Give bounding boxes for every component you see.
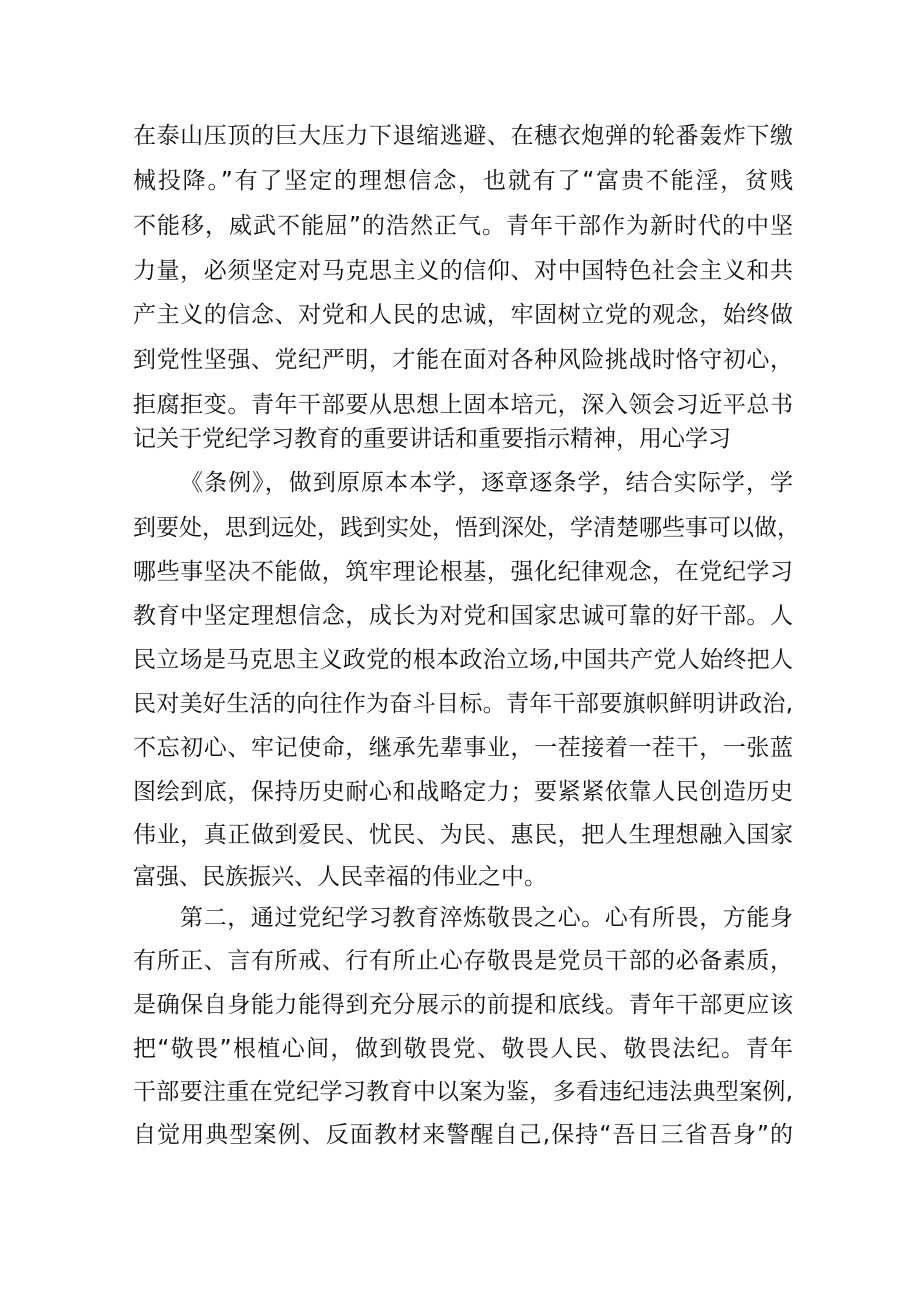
text-line: 《条例》，做到原原本本学，逐章逐条学，结合实际学，学 [180, 470, 793, 496]
text-line: 民立场是马克思主义政党的根本政治立场,中国共产党人始终把人 [133, 647, 793, 673]
text-line: 图绘到底，保持历史耐心和战略定力；要紧紧依靠人民创造历史 [133, 779, 793, 805]
text-line: 不能移，威武不能屈”的浩然正气。青年干部作为新时代的中坚 [133, 213, 793, 239]
text-line: 拒腐拒变。青年干部要从思想上固本培元，深入领会习近平总书 [133, 392, 793, 418]
text-line: 民对美好生活的向往作为奋斗目标。青年干部要旗帜鲜明讲政治, [133, 691, 793, 717]
text-line: 记关于党纪学习教育的重要讲话和重要指示精神，用心学习 [133, 426, 731, 452]
text-line: 富强、民族振兴、人民幸福的伟业之中。 [133, 864, 547, 890]
text-line: 教育中坚定理想信念，成长为对党和国家忠诚可靠的好干部。人 [133, 603, 793, 629]
text-line: 是确保自身能力能得到充分展示的前提和底线。青年干部更应该 [133, 992, 793, 1018]
text-line: 干部要注重在党纪学习教育中以案为鉴，多看违纪违法典型案例, [133, 1079, 793, 1105]
text-line: 产主义的信念、对党和人民的忠诚，牢固树立党的观念，始终做 [133, 302, 793, 328]
text-line: 在泰山压顶的巨大压力下退缩逃避、在穗衣炮弹的轮番轰炸下缴 [133, 123, 793, 149]
text-line: 把“敬畏”根植心间，做到敬畏党、敬畏人民、敬畏法纪。青年 [133, 1036, 793, 1062]
text-line: 力量，必须坚定对马克思主义的信仰、对中国特色社会主义和共 [133, 258, 793, 284]
text-line: 械投降。”有了坚定的理想信念，也就有了“富贵不能淫，贫贱 [133, 168, 793, 194]
text-line: 到要处，思到远处，践到实处，悟到深处，学清楚哪些事可以做， [133, 515, 800, 541]
text-line: 伟业，真正做到爱民、忧民、为民、惠民，把人生理想融入国家 [133, 822, 793, 848]
text-line: 哪些事坚决不能做，筑牢理论根基，强化纪律观念，在党纪学习 [133, 559, 793, 585]
text-line: 到党性坚强、党纪严明，才能在面对各种风险挑战时恪守初心， [133, 347, 793, 373]
text-line: 有所正、言有所戒、行有所止心存敬畏是党员干部的必备素质， [133, 948, 793, 974]
text-line: 自觉用典型案例、反面教材来警醒自己,保持“吾日三省吾身”的 [133, 1122, 793, 1148]
text-line: 不忘初心、牢记使命，继承先辈事业，一茬接着一茬干，一张蓝 [133, 735, 793, 761]
paragraph-first-line: 第二，通过党纪学习教育淬炼敬畏之心。心有所畏，方能身 [180, 905, 793, 931]
